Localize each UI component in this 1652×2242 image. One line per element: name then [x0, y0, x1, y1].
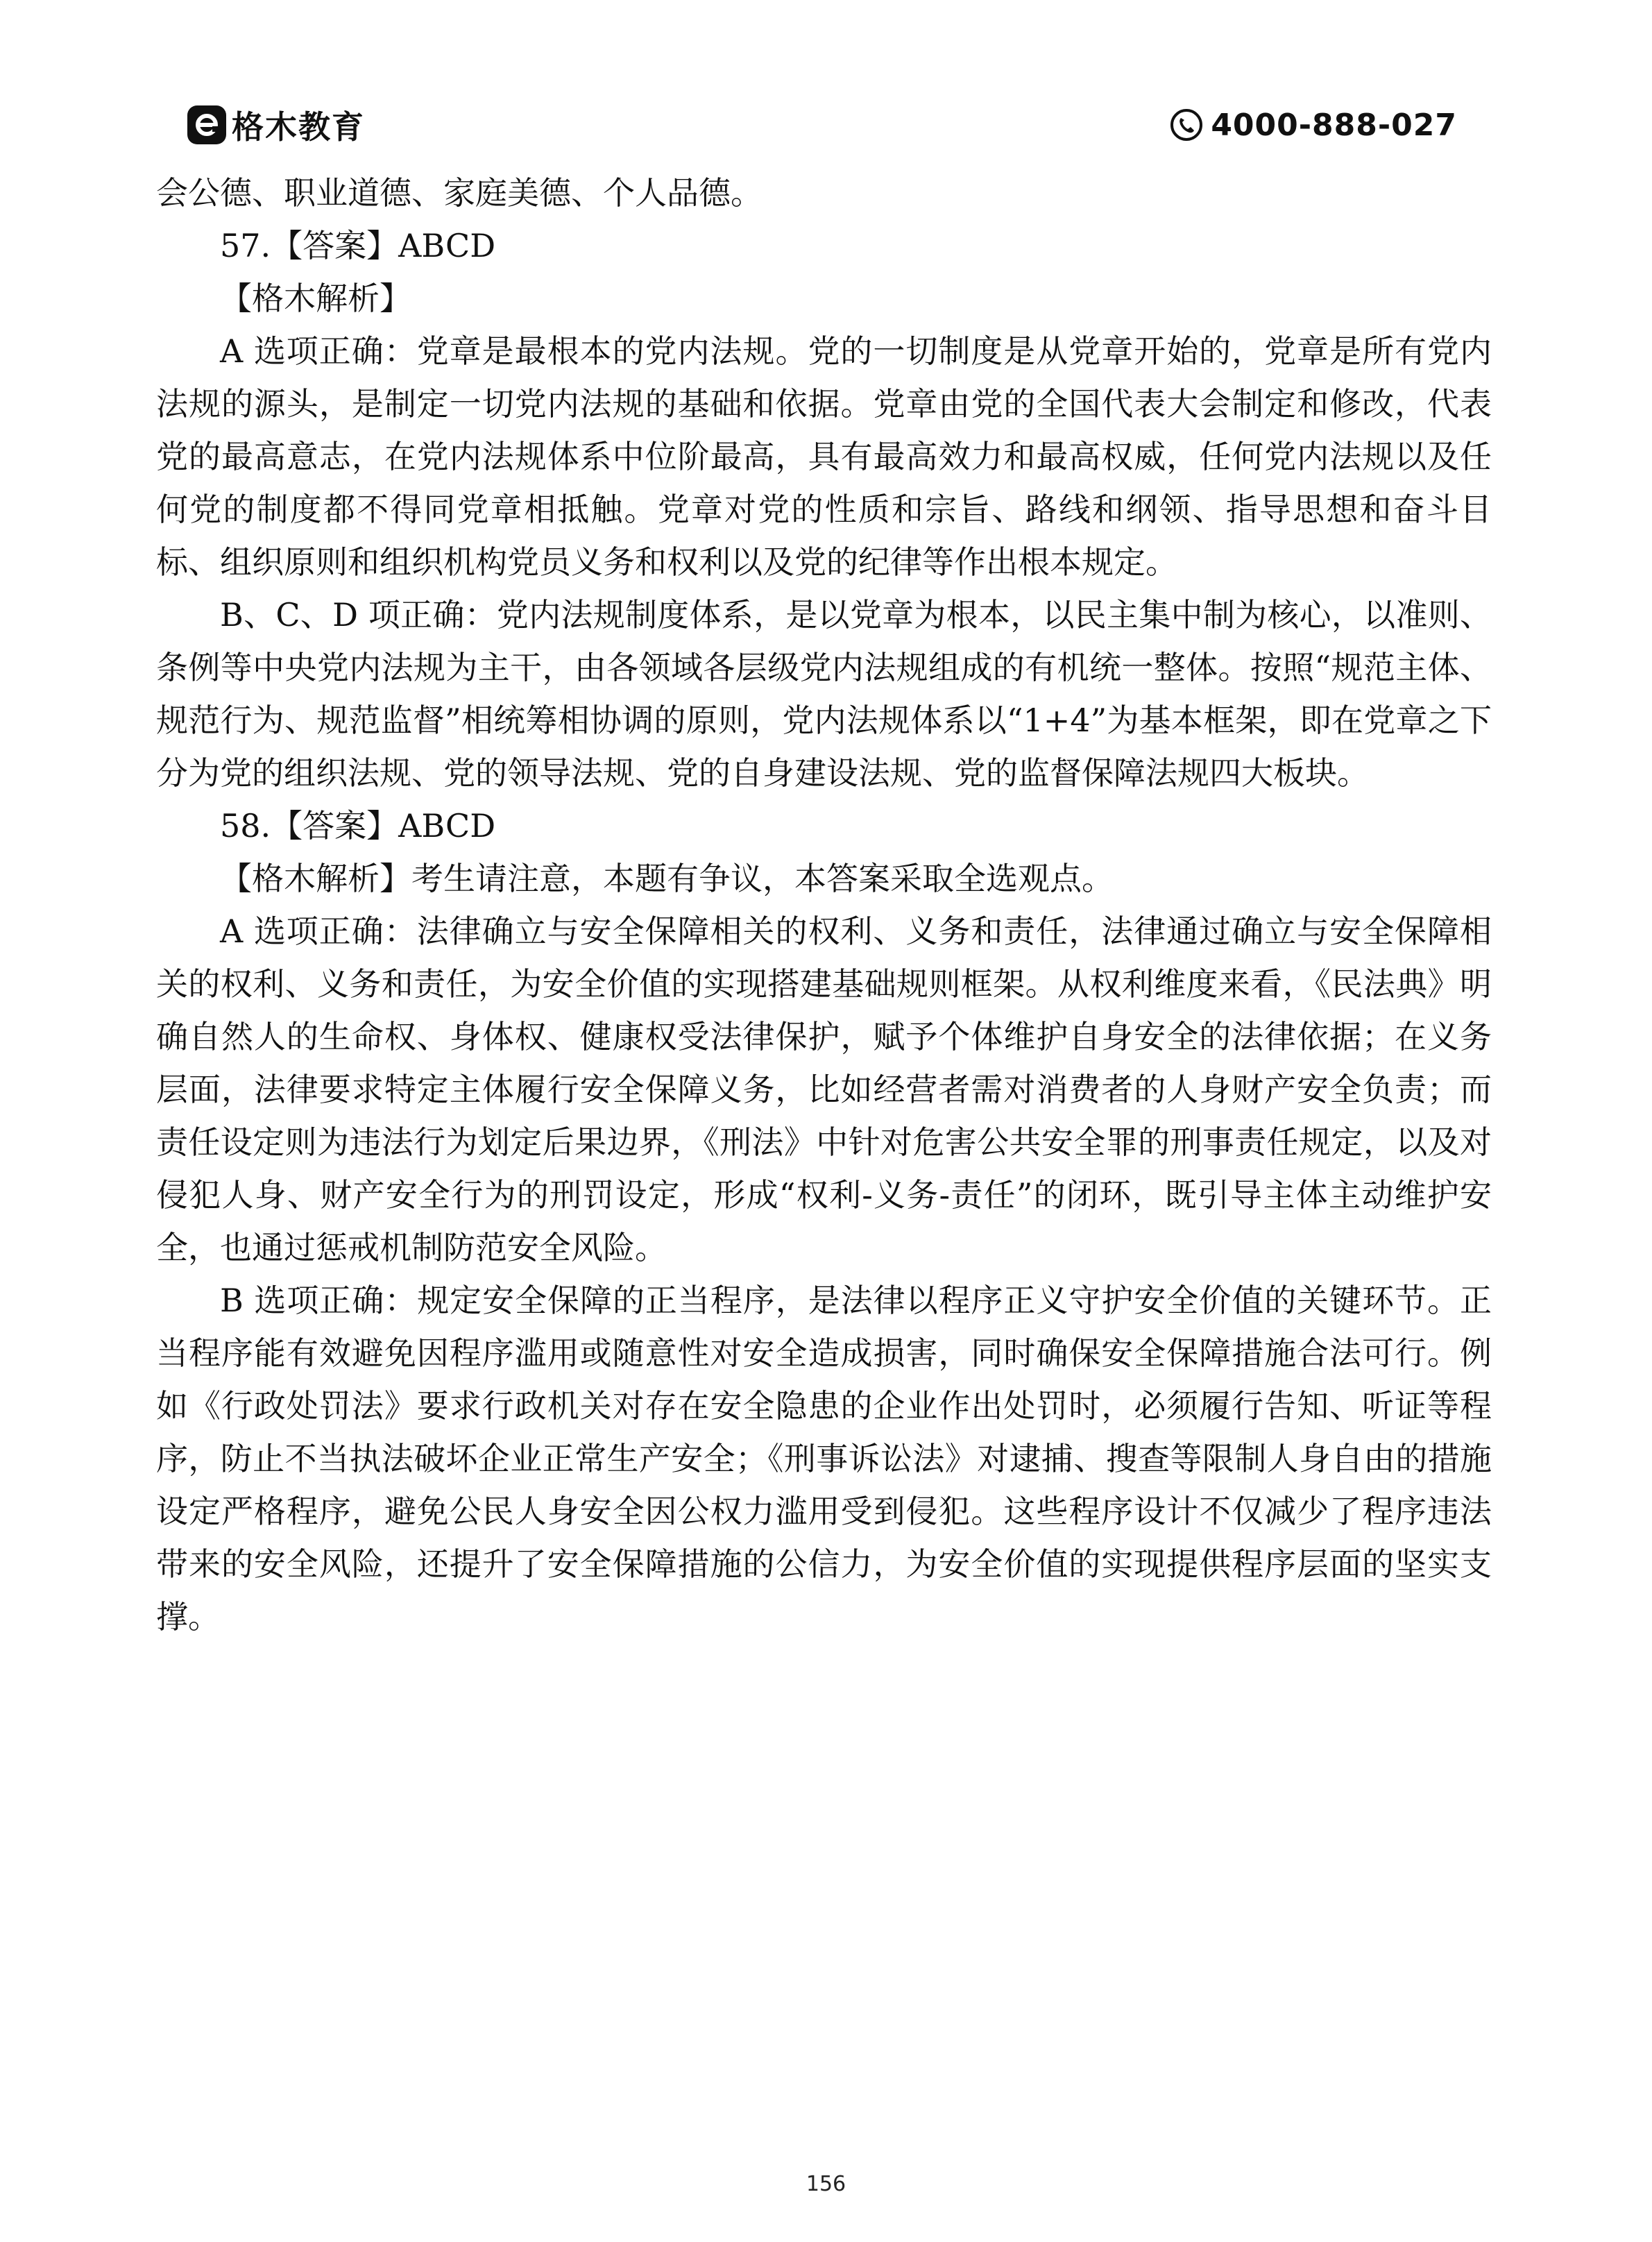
- analysis-57-option-bcd: B、C、D 项正确：党内法规制度体系，是以党章为根本，以民主集中制为核心，以准则、条例等中央党内法规为主干，由各领域各层级党内法规组成的有机统一整体。按照“规范主体、规范行为、规范监督”相统筹相协调的原则，党内法规体系以“1+4”为基本框架，即在党章之下分为党的组织法规、党的领导法规、党的自身建设法规、党的监督保障法规四大板块。: [156, 596, 1492, 792]
- paragraph-continued: 会公德、职业道德、家庭美德、个人品德。: [156, 174, 763, 212]
- analysis-58-heading: 【格木解析】考生请注意，本题有争议，本答案采取全选观点。: [220, 860, 1114, 897]
- document-body: [156, 167, 1492, 1643]
- brand-name: 格木教育: [232, 108, 365, 146]
- phone-contact: [1169, 101, 1457, 149]
- phone-icon: [1169, 108, 1204, 142]
- page-number: 156: [806, 2172, 846, 2196]
- analysis-58-option-b: B 选项正确：规定安全保障的正当程序，是法律以程序正义守护安全价值的关键环节。正当程序能有效避免因程序滥用或随意性对安全造成损害，同时确保安全保障措施合法可行。例如《行政处罚法》要求行政机关对存在安全隐患的企业作出处罚时，必须履行告知、听证等程序，防止不当执法破坏企业正常生产安全；《刑事诉讼法》对逮捕、搜查等限制人身自由的措施设定严格程序，避免公民人身安全因公权力滥用受到侵犯。这些程序设计不仅减少了程序违法带来的安全风险，还提升了安全保障措施的公信力，为安全价值的实现提供程序层面的坚实支撑。: [156, 1282, 1492, 1636]
- analysis-57-option-a: A 选项正确：党章是最根本的党内法规。党的一切制度是从党章开始的，党章是所有党内法规的源头，是制定一切党内法规的基础和依据。党章由党的全国代表大会制定和修改，代表党的最高意志，在党内法规体系中位阶最高，具有最高效力和最高权威，任何党内法规以及任何党的制度都不得同党章相抵触。党章对党的性质和宗旨、路线和纲领、指导思想和奋斗目标、组织原则和组织机构党员义务和权利以及党的纪律等作出根本规定。: [156, 332, 1492, 581]
- analysis-57-heading: 【格木解析】: [220, 280, 411, 317]
- brand: [187, 101, 365, 149]
- analysis-58-option-a: A 选项正确：法律确立与安全保障相关的权利、义务和责任，法律通过确立与安全保障相关的权利、义务和责任，为安全价值的实现搭建基础规则框架。从权利维度来看，《民法典》明确自然人的生命权、身体权、健康权受法律保护，赋予个体维护自身安全的法律依据；在义务层面，法律要求特定主体履行安全保障义务，比如经营者需对消费者的人身财产安全负责；而责任设定则为违法行为划定后果边界，《刑法》中针对危害公共安全罪的刑事责任规定，以及对侵犯人身、财产安全行为的刑罚设定，形成“权利-义务-责任”的闭环，既引导主体主动维护安全，也通过惩戒机制防范安全风险。: [156, 912, 1492, 1266]
- page-header: [187, 101, 1457, 156]
- phone-number: 4000-888-027: [1211, 107, 1457, 143]
- answer-57: 57.【答案】ABCD: [220, 227, 496, 264]
- brand-logo-icon: [187, 105, 226, 144]
- answer-58: 58.【答案】ABCD: [220, 807, 496, 844]
